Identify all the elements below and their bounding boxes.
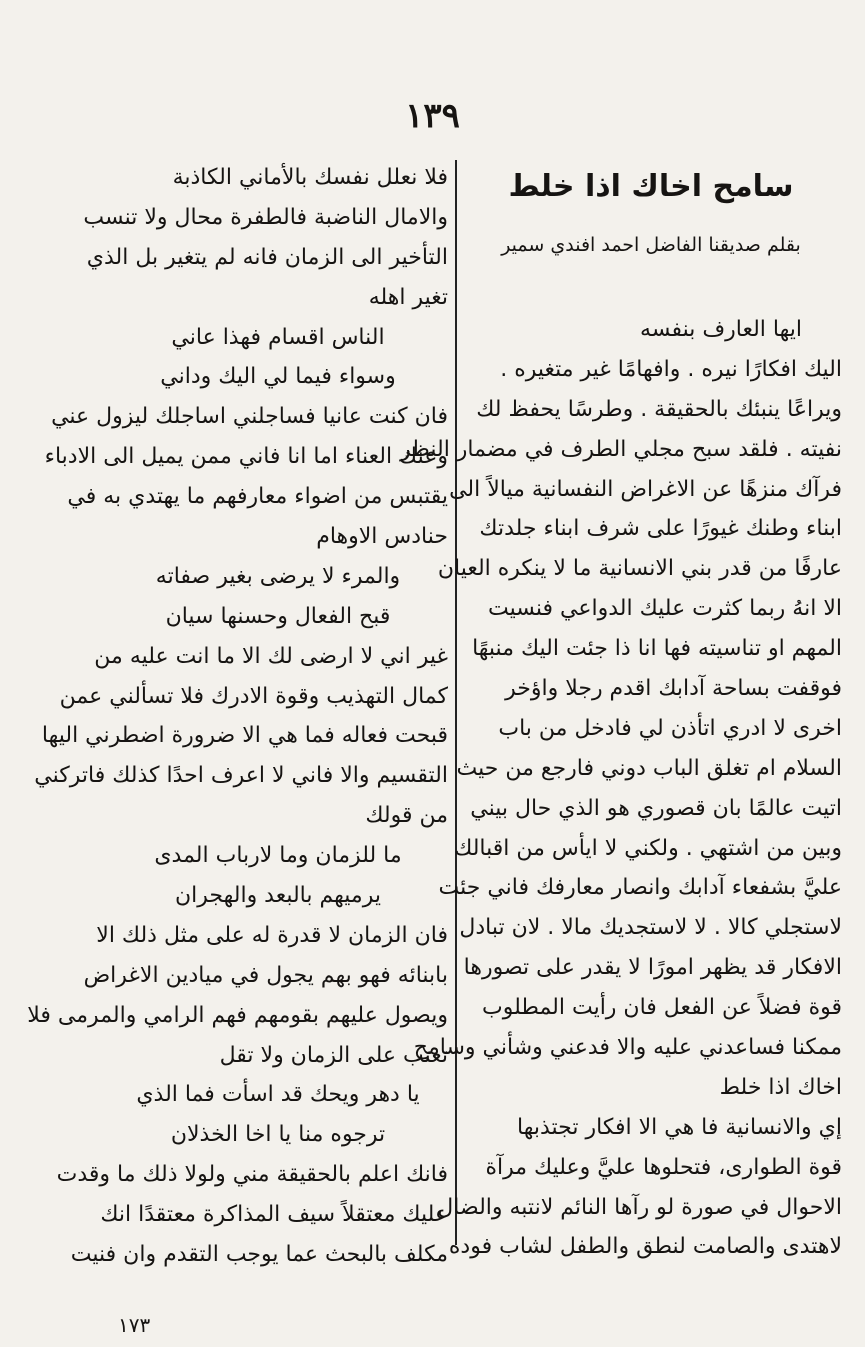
text-line: مكلف بالبحث عما يوجب التقدم وان فنيت xyxy=(70,1242,448,1268)
text-line: قوة الطوارى، فتحلوها عليَّ وعليك مرآة xyxy=(485,1154,842,1180)
right-column-spacer xyxy=(460,274,842,310)
text-line: ممكنا فساعدني عليه والا فدعني وشأني وسامح xyxy=(413,1035,842,1061)
text-line: الاحوال في صورة لو رآها النائم لانتبه والضال xyxy=(437,1194,842,1220)
text-line: عارفًا من قدر بني الانسانية ما لا ينكره العيان xyxy=(437,556,842,582)
text-line: اليك افكارًا نيره . وافهامًا غير متغيره . xyxy=(500,356,842,382)
text-line: من قولك xyxy=(365,803,448,829)
text-line: فرآك منزهًا عن الاغراض النفسانية ميالاً الى xyxy=(449,476,842,502)
text-line: قوة فضلاً عن الفعل فان رأيت المطلوب xyxy=(482,995,842,1021)
article-title: سامح اخاك اذا خلط xyxy=(508,169,794,204)
text-line: لاهتدى والصامت لنطق والطفل لشاب فوده xyxy=(448,1234,842,1260)
text-line: السلام ام تغلق الباب دوني فارجع من حيث xyxy=(456,755,842,781)
text-line: اخاك اذا خلط xyxy=(719,1074,842,1100)
verse-line: قبح الفعال وحسنها سيان xyxy=(165,603,391,629)
text-line: حنادس الاوهام xyxy=(316,524,448,550)
text-line: المهم او تناسيته فها انا ذا جئت اليك منبهًا xyxy=(472,636,842,662)
text-line: ويراعًا ينبئك بالحقيقة . وطرسًا يحفظ لك xyxy=(476,396,842,422)
text-line: ايها العارف بنفسه xyxy=(640,317,802,342)
verse-line: يا دهر ويحك قد اسأت فما الذي xyxy=(136,1082,420,1108)
text-line: فوقفت بساحة آدابك اقدم رجلا واؤخر xyxy=(505,676,842,702)
text-line: تعتب على الزمان ولا تقل xyxy=(219,1042,448,1068)
text-line: اخرى لا ادري اتأذن لي فادخل من باب xyxy=(498,715,842,741)
text-line: إي والانسانية فا هي الا افكار تجتذبها xyxy=(517,1114,842,1140)
article-byline: بقلم صديقنا الفاضل احمد افندي سمير xyxy=(501,234,801,256)
text-line: ويصول عليهم بقومهم فهم الرامي والمرمى فلا xyxy=(27,1002,448,1028)
text-line: والامال الناضبة فالطفرة محال ولا تنسب xyxy=(83,204,448,230)
verse-line: الناس اقسام فهذا عاني xyxy=(171,324,385,350)
text-line: نفيته . فلقد سبح مجلي الطرف في مضمار النظر xyxy=(400,436,842,462)
text-line: فلا نعلل نفسك بالأماني الكاذبة xyxy=(172,165,448,190)
text-line: يقتبس من اضواء معارفهم ما يهتدي به في xyxy=(67,484,448,510)
verse-line: ترجوه منا يا اخا الخذلان xyxy=(170,1122,386,1148)
column-divider xyxy=(455,160,457,1245)
page-number: ١٣٩ xyxy=(405,96,460,136)
text-line: غير اني لا ارضى لك الا ما انت عليه من xyxy=(94,643,448,669)
text-line: اتيت عالمًا بان قصوري هو الذي حال بيني xyxy=(470,795,842,821)
verse-line: وسواء فيما لي اليك وداني xyxy=(160,364,396,390)
text-line: تغير اهله xyxy=(368,284,448,310)
text-line: فان كنت عانيا فساجلني اساجلك ليزول عني xyxy=(51,404,448,430)
left-column xyxy=(27,158,448,1275)
text-line: عليك معتقلاً سيف المذاكرة معتقدًا انك xyxy=(100,1202,448,1228)
verse-line: يرميهم بالبعد والهجران xyxy=(175,883,381,909)
text-line: قبحت فعاله فما هي الا ضرورة اضطرني اليها xyxy=(41,723,448,749)
verse-line: والمرء لا يرضى بغير صفاته xyxy=(155,563,401,589)
text-line: التقسيم والا فاني لا اعرف احدًا كذلك فاتركني xyxy=(34,763,448,789)
text-line: عليَّ بشفعاء آدابك وانصار معارفك فاني جئت xyxy=(438,875,842,901)
text-line: ابناء وطنك غيورًا على شرف ابناء جلدتك xyxy=(479,516,842,542)
text-line: بابنائه فهو بهم يجول في ميادين الاغراض xyxy=(83,962,448,988)
text-line: فان الزمان لا قدرة له على مثل ذلك الا xyxy=(96,922,448,948)
footer-page-number: ١٧٣ xyxy=(118,1313,151,1337)
verse-line: ما للزمان وما لارباب المدى xyxy=(154,843,402,869)
text-line: فانك اعلم بالحقيقة مني ولولا ذلك ما وقدت xyxy=(56,1162,448,1188)
text-line: وعنك العناء اما انا فاني ممن يميل الى الادباء xyxy=(44,444,448,470)
text-line: الا انهُ ربما كثرت عليك الدواعي فنسيت xyxy=(488,596,842,622)
text-line: التأخير الى الزمان فانه لم يتغير بل الذي xyxy=(86,244,448,270)
text-line: الافكار قد يظهر امورًا لا يقدر على تصورها xyxy=(463,955,842,981)
text-line: كمال التهذيب وقوة الادرك فلا تسألني عمن xyxy=(59,683,448,709)
text-line: لاستجلي كالا . لا لاستجديك مالا . لان تبادل xyxy=(459,915,842,941)
text-line: وبين من اشتهي . ولكني لا ايأس من اقبالك xyxy=(454,835,842,861)
